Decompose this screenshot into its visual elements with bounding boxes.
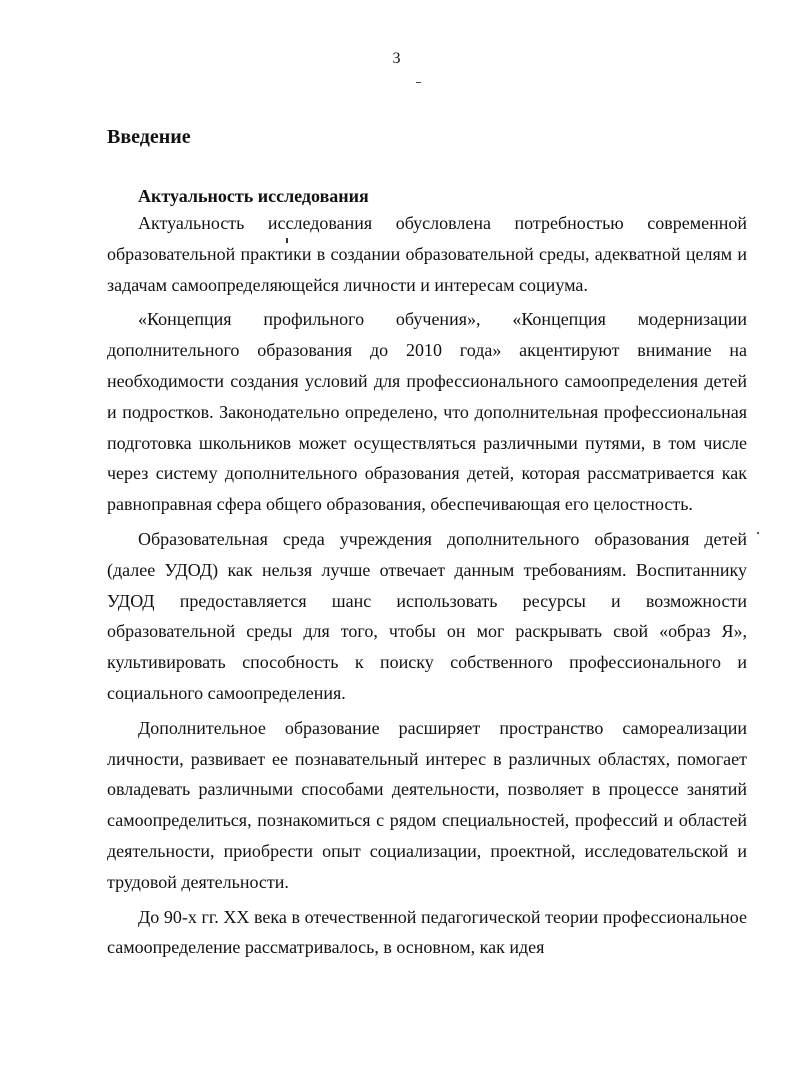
page-number: 3 [392,50,401,67]
section-title: Введение [107,126,191,148]
paragraph: Дополнительное образование расширяет пространство самореализации личности, развивает ее познавательный интерес в различных областях, помогает овладевать различными способами деятельности, позволяет в процессе занятий самоопределиться, познакомиться с рядом специальностей, профессий и областей деятельности, приобрести опыт социализации, проектной, исследовательской и трудовой деятельности. [107,717,747,892]
body-text [107,208,747,963]
paragraph: «Концепция профильного обучения», «Концепция модернизации дополнительного образования до 2010 года» акцентируют внимание на необходимости создания условий для профессионального самоопределения детей и подростков. Законодательно определено, что дополнительная профессиональная подготовка школьников может осуществляться различными путями, в том числе через систему дополнительного образования детей, которая рассматривается как равноправная сфера общего образования, обеспечивающая его целостность. [107,309,747,515]
paragraph: До 90-х гг. XX века в отечественной педагогической теории профессиональное самоопределение рассматривалось, в основном, как идея [107,906,747,958]
scan-artifact-mark [416,82,421,83]
paragraph: Актуальность исследования обусловлена потребностью современной образовательной практики в создании образовательной среды, адекватной целям и задачам самоопределяющейся личности и интересам социума. [107,213,747,295]
paragraph: Образовательная среда учреждения дополнительного образования детей (далее УДОД) как нельзя лучше отвечает данным требованиям. Воспитаннику УДОД предоставляется шанс использовать ресурсы и возможности образовательной среды для того, чтобы он мог раскрывать свой «образ Я», культивировать способность к поиску собственного профессионального и социального самоопределения. [107,528,747,703]
subsection-title: Актуальность исследования [138,186,369,206]
scan-artifact-speck [757,532,759,534]
